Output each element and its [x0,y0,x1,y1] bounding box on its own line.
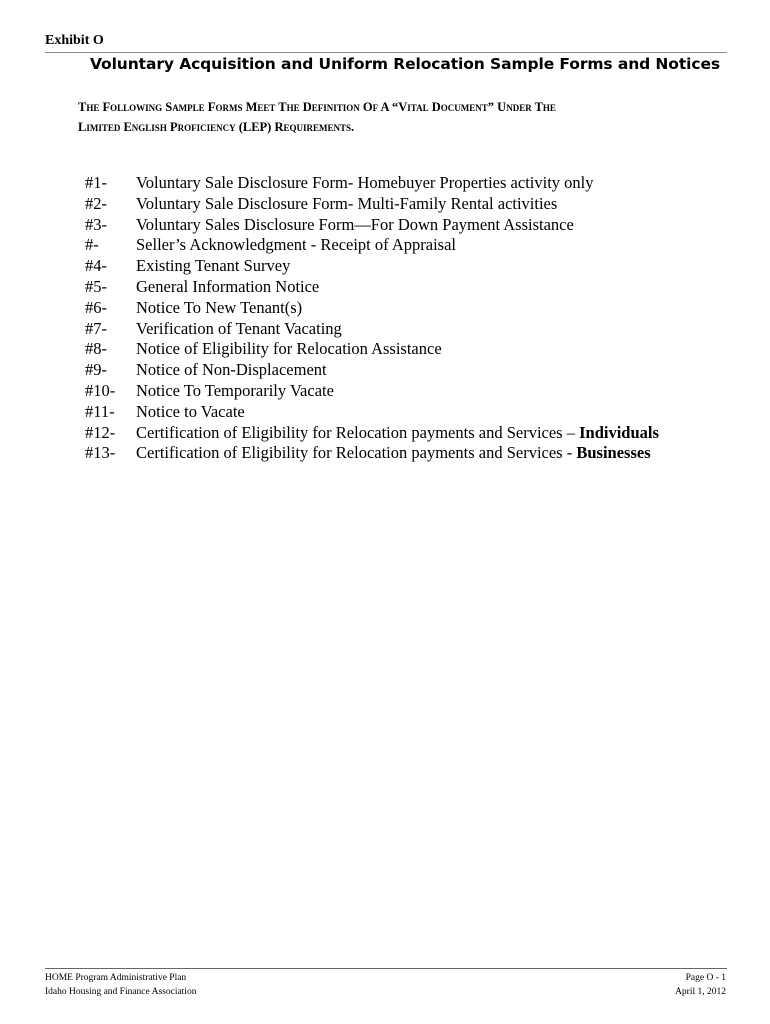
form-number: #11- [85,401,115,421]
form-title: Notice To Temporarily Vacate [136,380,334,400]
list-item [85,298,725,319]
footer-date: April 1, 2012 [675,987,726,997]
footer-organization: Idaho Housing and Finance Association [45,987,197,997]
list-item [85,235,725,256]
page-number: Page O - 1 [685,973,726,983]
form-number: #8- [85,339,107,359]
list-item [85,173,725,194]
footer-left [45,971,196,999]
header-divider [45,52,727,53]
list-item [85,256,725,277]
form-title: Voluntary Sale Disclosure Form- Homebuyer Properties activity only [136,173,594,192]
form-number: #13- [85,443,116,463]
list-item [85,423,725,444]
forms-list [85,173,725,464]
exhibit-label: Exhibit O [45,33,104,48]
vital-statement-line-1: The Following Sample Forms Meet The Definition Of A “Vital Document” Under The [78,100,556,114]
list-item [85,402,725,423]
footer-divider [45,968,727,969]
list-item [85,277,725,298]
form-number: #9- [85,360,107,380]
form-title: Notice of Non-Displacement [136,360,327,380]
form-number: #12- [85,422,116,442]
form-title: Verification of Tenant Vacating [136,318,342,338]
form-title: General Information Notice [136,276,320,296]
list-item [85,360,725,381]
form-number: #3- [85,214,107,234]
form-number: #1- [85,173,107,192]
form-title: Voluntary Sale Disclosure Form- Multi-Family Rental activities [136,193,558,213]
vital-document-statement [78,97,718,137]
list-item [85,443,725,464]
list-item [85,381,725,402]
form-number: #- [85,235,99,255]
form-number: #4- [85,256,107,276]
form-title: Notice To New Tenant(s) [136,297,303,317]
list-item [85,194,725,215]
list-item [85,319,725,340]
form-title: Notice to Vacate [136,401,245,421]
vital-statement-line-2: Limited English Proficiency (LEP) Requirements. [78,120,355,134]
form-title: Seller’s Acknowledgment - Receipt of Appraisal [136,235,456,255]
form-title: Voluntary Sales Disclosure Form—For Down Payment Assistance [136,214,574,234]
list-item [85,215,725,236]
form-title: Certification of Eligibility for Relocation payments and Services – Individuals [136,422,659,442]
form-title: Notice of Eligibility for Relocation Assistance [136,339,442,359]
form-number: #5- [85,276,107,296]
footer-plan-name: HOME Program Administrative Plan [45,973,187,983]
form-number: #2- [85,193,107,213]
form-number: #7- [85,318,107,338]
form-title: Existing Tenant Survey [136,256,291,276]
footer-right [675,971,726,999]
form-number: #6- [85,297,107,317]
form-number: #10- [85,380,116,400]
list-item [85,339,725,360]
form-title: Certification of Eligibility for Relocation payments and Services - Businesses [136,443,651,463]
page-title: Voluntary Acquisition and Uniform Relocation Sample Forms and Notices [90,55,720,73]
